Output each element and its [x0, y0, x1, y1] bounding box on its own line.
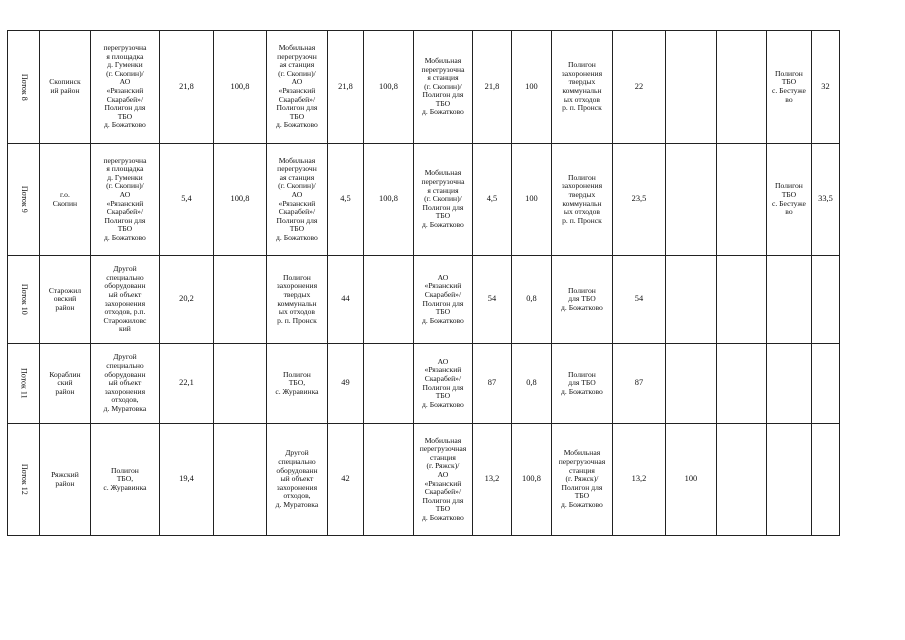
value-cell: 4,5	[472, 144, 511, 256]
facility-cell: перегрузочна я площадка д. Гуменки (г. Скопин)/ АО «Рязанский Скарабей»/ Полигон для ТБО д. Божатково	[90, 144, 159, 256]
value-cell: 100	[511, 144, 551, 256]
facility-cell	[766, 256, 811, 344]
district-cell: Старожил овский район	[39, 256, 90, 344]
facility-cell: Мобильная перегрузочна я станция (г. Скопин)/ Полигон для ТБО д. Божатково	[413, 144, 472, 256]
facility-cell: Полигон захоронения твердых коммунальн ых отходов р. п. Пронск	[551, 144, 612, 256]
value-cell	[811, 344, 839, 424]
value-cell: 100,8	[213, 144, 266, 256]
facility-cell	[716, 256, 766, 344]
facility-cell	[766, 424, 811, 536]
value-cell: 20,2	[159, 256, 213, 344]
facility-cell: Другой специально оборудованн ый объект захоронения отходов, д. Муратовка	[90, 344, 159, 424]
flow-label-cell: Поток 12	[8, 424, 40, 536]
value-cell: 54	[472, 256, 511, 344]
value-cell	[811, 256, 839, 344]
table-row	[8, 256, 840, 344]
table-row	[8, 31, 840, 144]
facility-cell	[716, 344, 766, 424]
flow-label-cell: Поток 9	[8, 144, 40, 256]
value-cell: 5,4	[159, 144, 213, 256]
value-cell: 21,8	[472, 31, 511, 144]
value-cell: 0,8	[511, 344, 551, 424]
facility-cell	[716, 31, 766, 144]
facility-cell	[716, 144, 766, 256]
facility-cell: Мобильная перегрузочная станция (г. Ряжск)/ АО «Рязанский Скарабей»/ Полигон для ТБО д. Божатково	[413, 424, 472, 536]
facility-cell	[766, 344, 811, 424]
value-cell: 19,4	[159, 424, 213, 536]
facility-cell: Другой специально оборудованн ый объект захоронения отходов, р.п. Старожиловс кий	[90, 256, 159, 344]
value-cell: 100	[511, 31, 551, 144]
flow-label-cell: Поток 8	[8, 31, 40, 144]
value-cell: 33,5	[811, 144, 839, 256]
value-cell	[363, 256, 413, 344]
value-cell	[665, 344, 716, 424]
table-row	[8, 344, 840, 424]
facility-cell: АО «Рязанский Скарабей»/ Полигон для ТБО д. Божатково	[413, 344, 472, 424]
value-cell: 44	[327, 256, 363, 344]
table-row	[8, 424, 840, 536]
facility-cell: Полигон ТБО с. Бестуже во	[766, 144, 811, 256]
facility-cell: Мобильная перегрузочна я станция (г. Скопин)/ Полигон для ТБО д. Божатково	[413, 31, 472, 144]
value-cell: 100,8	[213, 31, 266, 144]
value-cell	[665, 256, 716, 344]
value-cell: 13,2	[472, 424, 511, 536]
value-cell: 100	[665, 424, 716, 536]
value-cell: 100,8	[511, 424, 551, 536]
value-cell	[213, 344, 266, 424]
facility-cell: Полигон для ТБО д. Божатково	[551, 256, 612, 344]
facility-cell: АО «Рязанский Скарабей»/ Полигон для ТБО д. Божатково	[413, 256, 472, 344]
value-cell: 0,8	[511, 256, 551, 344]
value-cell: 4,5	[327, 144, 363, 256]
value-cell: 21,8	[327, 31, 363, 144]
value-cell: 21,8	[159, 31, 213, 144]
value-cell: 22	[612, 31, 665, 144]
value-cell: 32	[811, 31, 839, 144]
value-cell: 22,1	[159, 344, 213, 424]
facility-cell: Мобильная перегрузочн ая станция (г. Скопин)/ АО «Рязанский Скарабей»/ Полигон для ТБО д. Божатково	[266, 31, 327, 144]
district-cell: Кораблин ский район	[39, 344, 90, 424]
value-cell	[665, 31, 716, 144]
waste-flow-table	[7, 30, 840, 536]
facility-cell: Полигон захоронения твердых коммунальн ых отходов р. п. Пронск	[551, 31, 612, 144]
facility-cell: перегрузочна я площадка д. Гуменки (г. Скопин)/ АО «Рязанский Скарабей»/ Полигон для ТБО д. Божатково	[90, 31, 159, 144]
value-cell: 87	[612, 344, 665, 424]
district-cell: Скопинск ий район	[39, 31, 90, 144]
value-cell: 100,8	[363, 31, 413, 144]
table-row	[8, 144, 840, 256]
value-cell	[811, 424, 839, 536]
district-cell: г.о. Скопин	[39, 144, 90, 256]
value-cell: 100,8	[363, 144, 413, 256]
facility-cell: Полигон ТБО, с. Журавинка	[90, 424, 159, 536]
value-cell	[665, 144, 716, 256]
flow-label-cell: Поток 11	[8, 344, 40, 424]
district-cell: Ряжский район	[39, 424, 90, 536]
facility-cell: Полигон захоронения твердых коммунальн ых отходов р. п. Пронск	[266, 256, 327, 344]
value-cell: 87	[472, 344, 511, 424]
facility-cell: Мобильная перегрузочная станция (г. Ряжск)/ Полигон для ТБО д. Божатково	[551, 424, 612, 536]
facility-cell: Полигон ТБО, с. Журавинка	[266, 344, 327, 424]
value-cell: 42	[327, 424, 363, 536]
facility-cell: Мобильная перегрузочн ая станция (г. Скопин)/ АО «Рязанский Скарабей»/ Полигон для ТБО д. Божатково	[266, 144, 327, 256]
value-cell	[363, 344, 413, 424]
value-cell	[213, 424, 266, 536]
facility-cell	[716, 424, 766, 536]
facility-cell: Другой специально оборудованн ый объект захоронения отходов, д. Муратовка	[266, 424, 327, 536]
value-cell	[213, 256, 266, 344]
value-cell: 23,5	[612, 144, 665, 256]
facility-cell: Полигон ТБО с. Бестуже во	[766, 31, 811, 144]
value-cell	[363, 424, 413, 536]
facility-cell: Полигон для ТБО д. Божатково	[551, 344, 612, 424]
value-cell: 54	[612, 256, 665, 344]
flow-label-cell: Поток 10	[8, 256, 40, 344]
value-cell: 49	[327, 344, 363, 424]
value-cell: 13,2	[612, 424, 665, 536]
